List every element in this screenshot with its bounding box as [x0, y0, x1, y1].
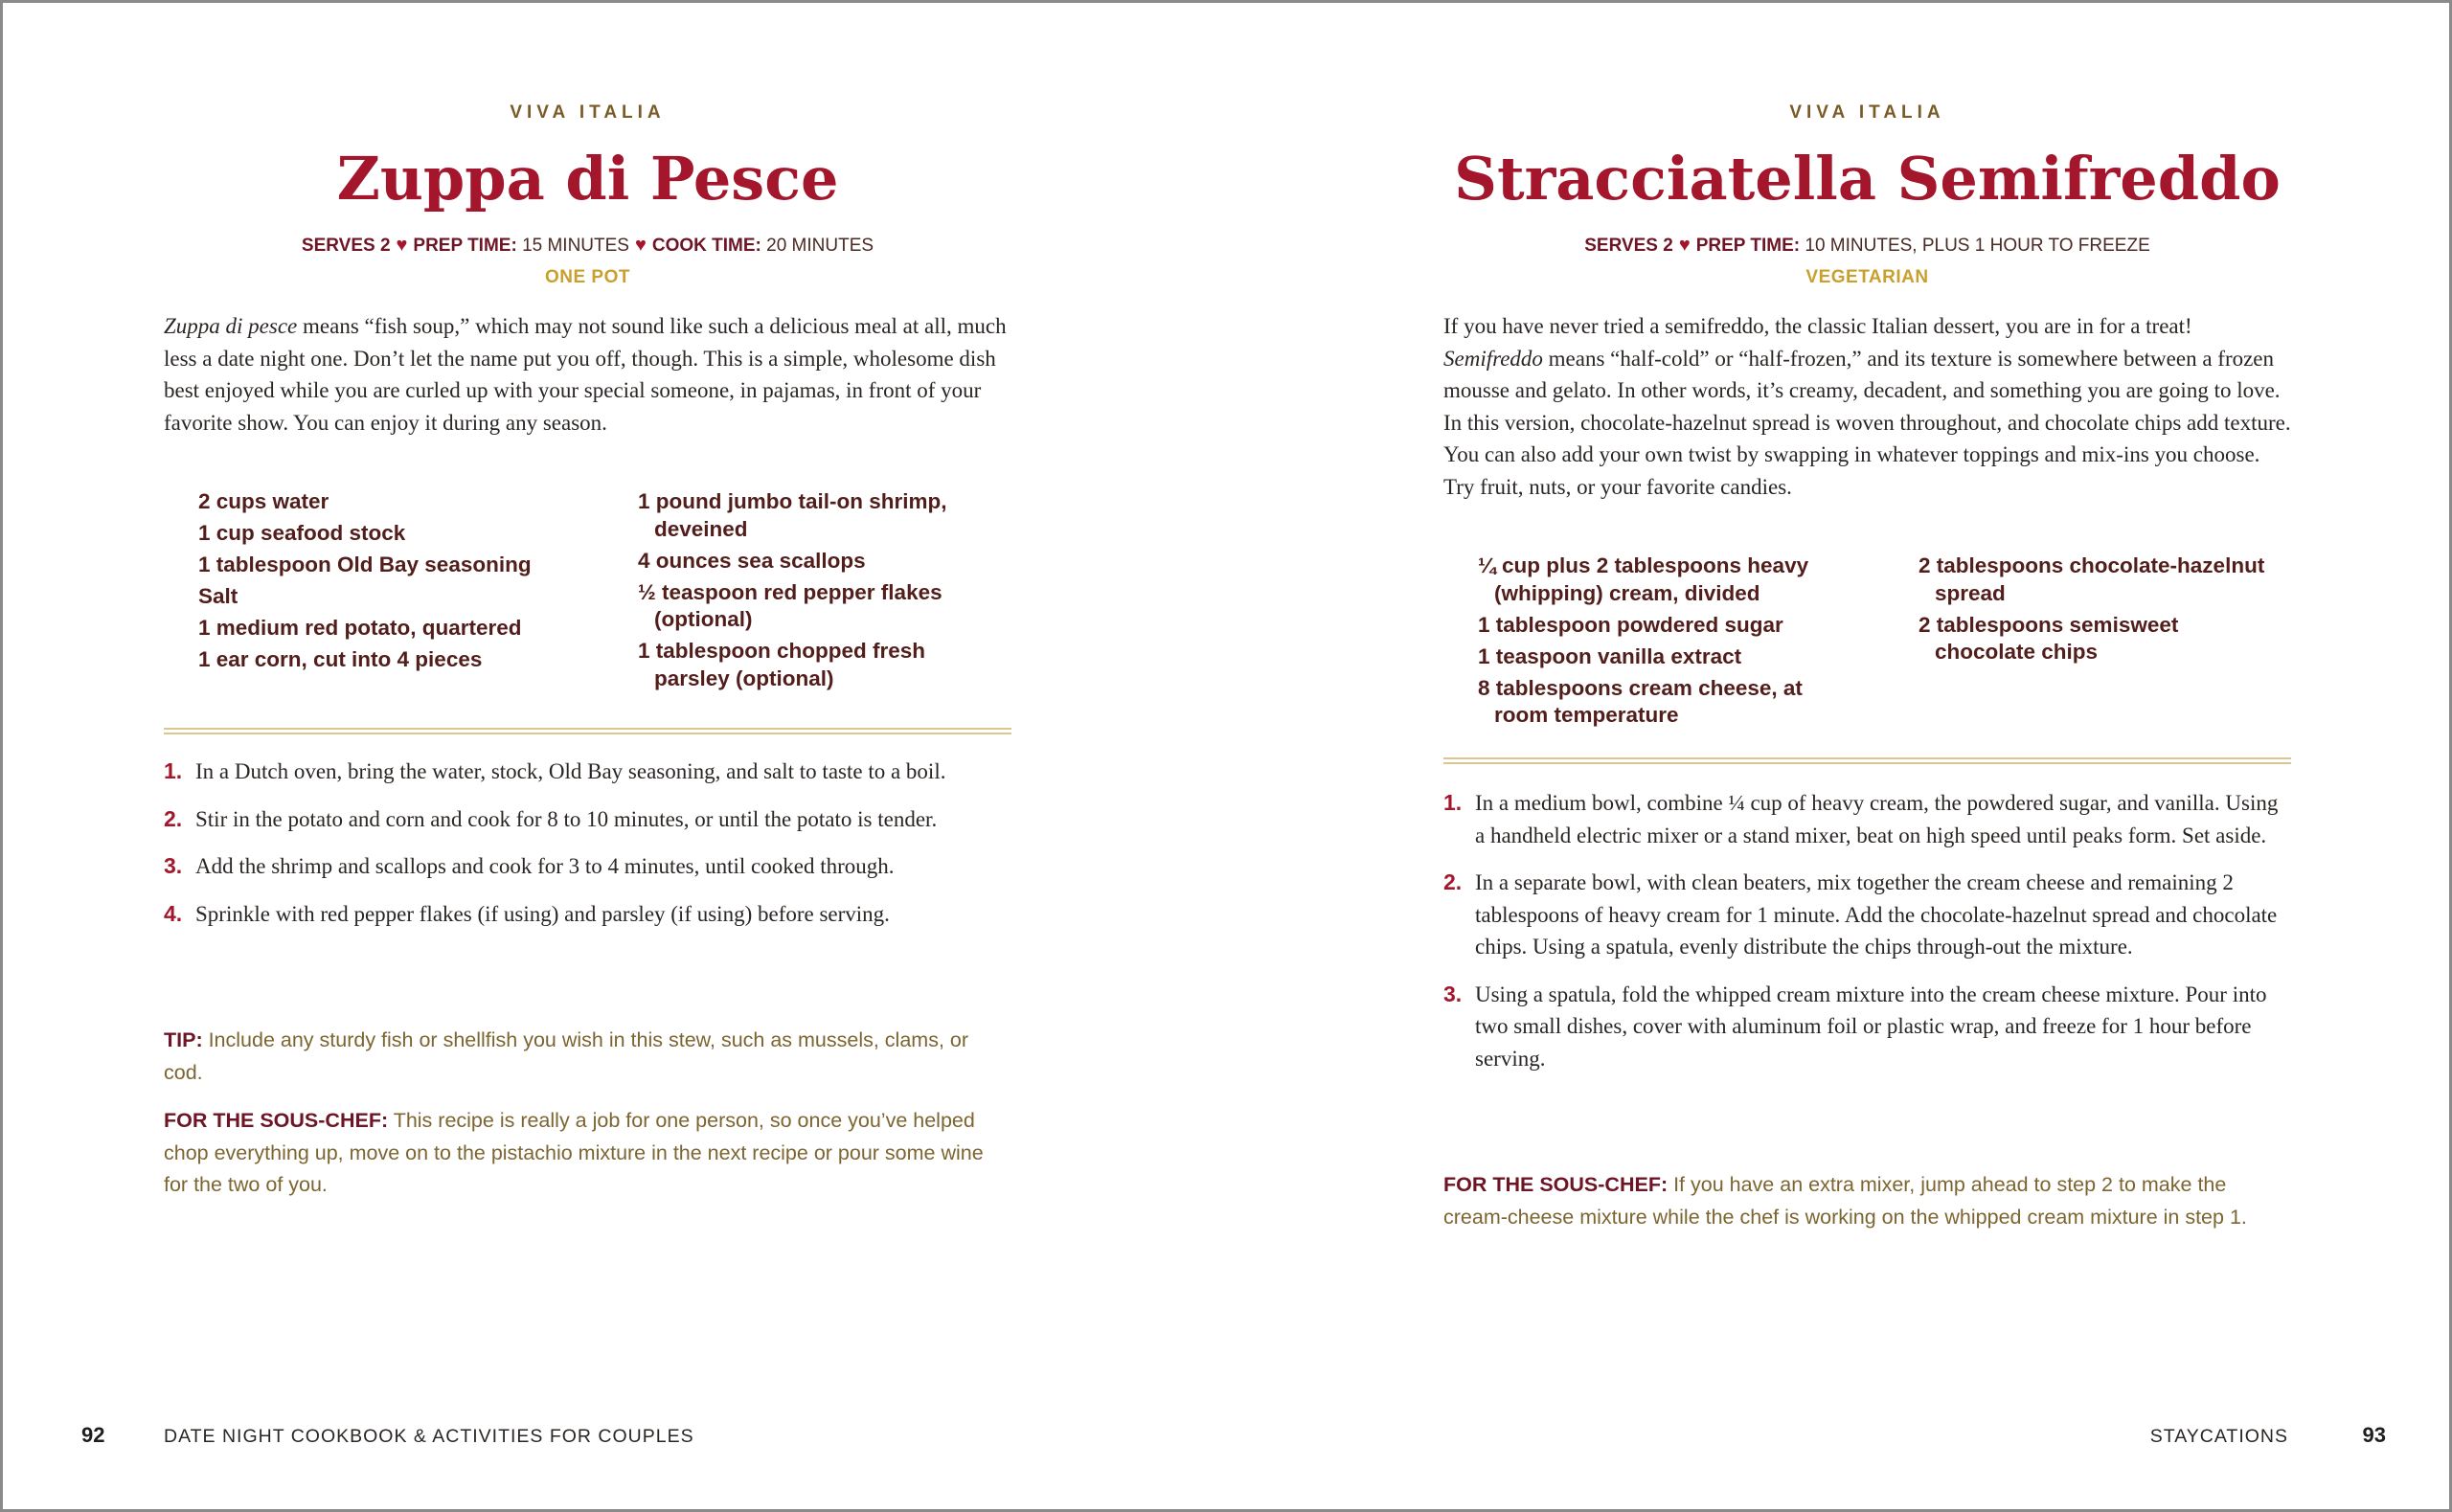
- ingredients-column-2: [638, 488, 983, 697]
- step-item: [164, 850, 1007, 883]
- running-footer-left: DATE NIGHT COOKBOOK & ACTIVITIES FOR COUPLES: [164, 1426, 694, 1447]
- page-number-left: 92: [81, 1423, 105, 1447]
- intro-italic: Semifreddo: [1443, 346, 1543, 371]
- divider-rule: [164, 728, 1011, 734]
- left-page: [164, 3, 1011, 1509]
- intro-text: If you have never tried a semifreddo, the classic Italian dessert, you are in for a treat!: [1443, 314, 2192, 338]
- ingredients-column-2: [1918, 553, 2282, 670]
- tip-note: [164, 1025, 1011, 1089]
- recipe-tag: VEGETARIAN: [1805, 267, 1929, 287]
- sous-chef-note: [164, 1105, 1011, 1202]
- ingredient-item: 1 tablespoon chopped fresh parsley (optional): [638, 639, 926, 690]
- step-number: 2.: [1443, 869, 1463, 894]
- prep-value: 15 MINUTES: [522, 236, 629, 256]
- sous-chef-text: This recipe is really a job for one person, so once you’ve helped chop everything up, move on to the pistachio mixture in the next recipe or pour some wine for the two of you.: [164, 1109, 984, 1196]
- ingredient-item: ½ teaspoon red pepper flakes (optional): [638, 579, 942, 631]
- ingredients-column-1: [198, 488, 601, 678]
- recipe-meta: [164, 235, 1011, 257]
- intro-text: means “half-cold” or “half-frozen,” and its texture is somewhere between a frozen mousse and gelato. In other words, it’s creamy, decadent, and something you are going to love. In this version, chocolate-hazelnut spread is woven throughout, and chocolate chips add texture. You can also add your own twist by swapping in whatever toppings and mix-ins you choose. Try fruit, nuts, or your favorite candies.: [1443, 346, 2291, 499]
- serves-label: SERVES 2: [1584, 236, 1673, 256]
- step-number: 4.: [164, 900, 183, 926]
- ingredient-item: 8 tablespoons cream cheese, at room temperature: [1478, 675, 1803, 727]
- sous-chef-label: FOR THE SOUS-CHEF:: [1443, 1173, 1669, 1196]
- ingredients-column-1: [1478, 553, 1861, 733]
- ingredient-item: 2 tablespoons chocolate-hazelnut spread: [1918, 553, 2265, 605]
- chapter-heading: VIVA ITALIA: [510, 102, 666, 123]
- ingredient-item: 1 pound jumbo tail-on shrimp, deveined: [638, 489, 947, 541]
- ingredient-item: 1 tablespoon Old Bay seasoning: [198, 553, 532, 576]
- step-text: In a Dutch oven, bring the water, stock, Old Bay seasoning, and salt to taste to a boil.: [195, 759, 946, 783]
- ingredient-item: 1 tablespoon powdered sugar: [1478, 612, 1783, 637]
- step-number: 2.: [164, 805, 183, 831]
- book-spread: [3, 3, 2449, 1509]
- page-number-right: 93: [2362, 1423, 2386, 1447]
- step-item: [1443, 787, 2291, 851]
- recipe-title: Stracciatella Semifreddo: [1454, 144, 2281, 214]
- step-number: 3.: [164, 853, 183, 878]
- heart-icon: ♥: [1678, 235, 1691, 256]
- running-footer-right: STAYCATIONS: [2149, 1426, 2288, 1447]
- step-text: Using a spatula, fold the whipped cream mixture into the cream cheese mixture. Pour into two small dishes, cover with aluminum foil or plastic wrap, and freeze for 1 hour before serving.: [1475, 982, 2267, 1071]
- cook-value: 20 MINUTES: [766, 236, 874, 256]
- prep-label: PREP TIME:: [1695, 236, 1801, 256]
- step-item: [1443, 979, 2291, 1075]
- step-item: [1443, 867, 2291, 963]
- recipe-steps: [1443, 787, 2291, 1090]
- ingredient-item: ¼ cup plus 2 tablespoons heavy (whipping) cream, divided: [1478, 553, 1809, 605]
- step-item: [164, 756, 1007, 788]
- sous-chef-text: If you have an extra mixer, jump ahead to step 2 to make the cream-cheese mixture while the chef is working on the whipped cream mixture in step 1.: [1443, 1173, 2247, 1229]
- sous-chef-note: [1443, 1169, 2267, 1233]
- step-text: Stir in the potato and corn and cook for 8 to 10 minutes, or until the potato is tender.: [195, 806, 938, 831]
- prep-value: 10 MINUTES, PLUS 1 HOUR TO FREEZE: [1805, 236, 2150, 256]
- step-text: Add the shrimp and scallops and cook for 3 to 4 minutes, until cooked through.: [195, 854, 895, 878]
- tip-label: TIP:: [164, 1028, 203, 1051]
- chapter-heading: VIVA ITALIA: [1789, 102, 1945, 123]
- cook-label: COOK TIME:: [651, 236, 761, 256]
- step-number: 1.: [1443, 790, 1463, 815]
- intro-italic: Zuppa di pesce: [164, 314, 298, 338]
- step-text: In a medium bowl, combine ¼ cup of heavy cream, the powdered sugar, and vanilla. Using a handheld electric mixer or a stand mixer, beat on high speed until peaks form. Set aside.: [1475, 791, 2279, 847]
- serves-label: SERVES 2: [301, 236, 391, 256]
- right-page: [1443, 3, 2291, 1509]
- ingredient-item: 2 tablespoons semisweet chocolate chips: [1918, 612, 2179, 664]
- recipe-meta: [1443, 235, 2291, 257]
- recipe-steps: [164, 756, 1007, 945]
- step-item: [164, 803, 1007, 836]
- step-text: In a separate bowl, with clean beaters, mix together the cream cheese and remaining 2 tablespoons of heavy cream for 1 minute. Add the chocolate-hazelnut spread and chocolate chips. Using a spatula, evenly distribute the chips through-out the mixture.: [1475, 870, 2278, 959]
- ingredient-item: 2 cups water: [198, 489, 329, 513]
- step-number: 3.: [1443, 981, 1463, 1006]
- heart-icon: ♥: [396, 235, 408, 256]
- ingredient-item: 1 medium red potato, quartered: [198, 616, 522, 640]
- recipe-tag: ONE POT: [544, 267, 630, 287]
- recipe-title: Zuppa di Pesce: [336, 144, 839, 214]
- recipe-intro: [1443, 310, 2291, 503]
- ingredient-item: Salt: [198, 584, 238, 608]
- ingredient-item: 1 ear corn, cut into 4 pieces: [198, 647, 483, 671]
- intro-text: means “fish soup,” which may not sound like such a delicious meal at all, much less a date night one. Don’t let the name put you off, though. This is a simple, wholesome dish best enjoyed while you are curled up with your special someone, in pajamas, in front of your favorite show. You can enjoy it during any season.: [164, 314, 1007, 435]
- divider-rule: [1443, 757, 2291, 764]
- ingredient-item: 4 ounces sea scallops: [638, 548, 866, 573]
- ingredient-item: 1 cup seafood stock: [198, 521, 406, 545]
- sous-chef-label: FOR THE SOUS-CHEF:: [164, 1109, 389, 1132]
- step-item: [164, 898, 1007, 931]
- ingredient-item: 1 teaspoon vanilla extract: [1478, 643, 1742, 668]
- tip-text: Include any sturdy fish or shellfish you wish in this stew, such as mussels, clams, or cod.: [164, 1028, 969, 1084]
- step-text: Sprinkle with red pepper flakes (if using) and parsley (if using) before serving.: [195, 901, 890, 926]
- step-number: 1.: [164, 758, 183, 783]
- recipe-intro: [164, 310, 1011, 439]
- heart-icon: ♥: [634, 235, 647, 256]
- prep-label: PREP TIME:: [413, 236, 517, 256]
